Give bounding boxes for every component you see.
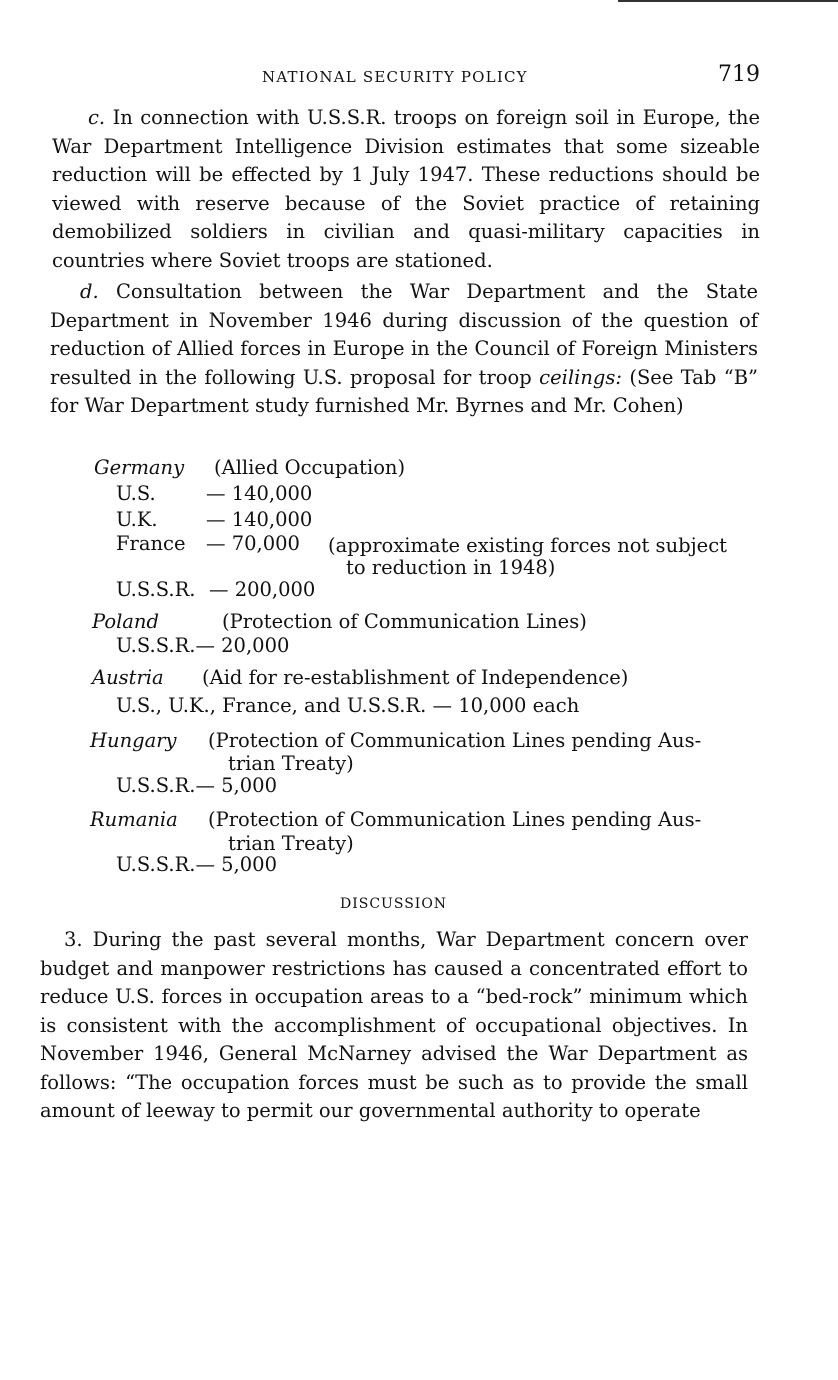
hungary-heading xyxy=(90,729,760,753)
germany-row-uk-label: U.K. xyxy=(116,508,158,531)
germany-row-us-label: U.S. xyxy=(116,482,156,505)
hungary-row: U.S.S.R.— 5,000 xyxy=(116,774,277,797)
hungary-purpose-line2: trian Treaty) xyxy=(228,752,354,775)
running-title: NATIONAL SECURITY POLICY xyxy=(262,68,528,86)
austria-purpose: (Aid for re-establishment of Independence) xyxy=(202,666,629,689)
poland-heading xyxy=(92,610,587,634)
hungary-country: Hungary xyxy=(90,729,177,752)
paragraph-3: 3. During the past several months, War Department concern over budget and manpower restrictions has caused a concentrated effort to reduce U.S. forces in occupation areas to a “bed-rock” minimum which is consistent with the accomplishment of occupational objectives. In November 1946, General McNarney advised the War Department as follows: “The occupation forces must be such as to provide the small amount of leeway to permit our governmental authority to operate xyxy=(40,928,748,1122)
germany-row-ussr xyxy=(116,578,346,602)
paragraph-d xyxy=(50,278,758,421)
germany-france-note-line1: (approximate existing forces not subject xyxy=(328,534,727,557)
germany-purpose: (Allied Occupation) xyxy=(214,456,406,479)
poland-purpose: (Protection of Communication Lines) xyxy=(222,610,587,633)
germany-heading xyxy=(94,456,406,480)
germany-row-ussr-value: — 200,000 xyxy=(209,578,316,601)
paragraph-d-emphasis: ceilings: xyxy=(539,365,622,389)
austria-row: U.S., U.K., France, and U.S.S.R. — 10,000 each xyxy=(116,694,580,717)
paragraph-d-marker: d. xyxy=(80,280,99,303)
rumania-purpose-line2: trian Treaty) xyxy=(228,832,354,855)
discussion-heading: DISCUSSION xyxy=(340,896,448,912)
page-number: 719 xyxy=(718,62,760,87)
germany-row-us-value: — 140,000 xyxy=(206,482,313,505)
page-header xyxy=(52,62,760,92)
austria-heading xyxy=(92,666,629,690)
paragraph-c-text: In connection with U.S.S.R. troops on foreign soil in Europe, the War Department Intelligence Division estimates that some sizeable reduction will be effected by 1 July 1947. These reductions should be viewed with reserve because of the Soviet practice of retaining demobilized soldiers in civilian and quasi-military capacities in countries where Soviet troops are stationed. xyxy=(52,106,760,272)
austria-country: Austria xyxy=(92,666,164,689)
germany-row-us xyxy=(116,482,316,506)
germany-row-france-label: France xyxy=(116,532,186,555)
poland-country: Poland xyxy=(92,610,159,633)
germany-row-france-value: — 70,000 xyxy=(206,532,300,555)
rumania-row: U.S.S.R.— 5,000 xyxy=(116,853,277,876)
top-edge-rule xyxy=(618,0,838,2)
paragraph-d-text: Consultation between the War Department and the State Department in November 1946 during discussion of the question of reduction of Allied forces in Europe in the Council of Foreign Ministers resulted in the following U.S. proposal for troop xyxy=(50,280,758,389)
germany-france-note-line2: to reduction in 1948) xyxy=(346,556,556,579)
germany-row-ussr-label: U.S.S.R. xyxy=(116,578,196,601)
paragraph-d-tab-note: (See Tab “B” for War Department study furnished Mr. Byrnes and Mr. Cohen) xyxy=(50,365,759,417)
paragraph-c-marker: c. xyxy=(88,106,106,129)
paragraph-c xyxy=(52,104,760,275)
germany-row-uk-value: — 140,000 xyxy=(206,508,313,531)
germany-country: Germany xyxy=(94,456,185,479)
rumania-heading xyxy=(90,808,760,832)
germany-row-uk xyxy=(116,508,316,532)
rumania-purpose-line1: (Protection of Communication Lines pending Aus- xyxy=(208,808,702,831)
germany-row-france xyxy=(116,532,776,556)
poland-row: U.S.S.R.— 20,000 xyxy=(116,634,290,657)
rumania-country: Rumania xyxy=(90,808,178,831)
hungary-purpose-line1: (Protection of Communication Lines pending Aus- xyxy=(208,729,702,752)
